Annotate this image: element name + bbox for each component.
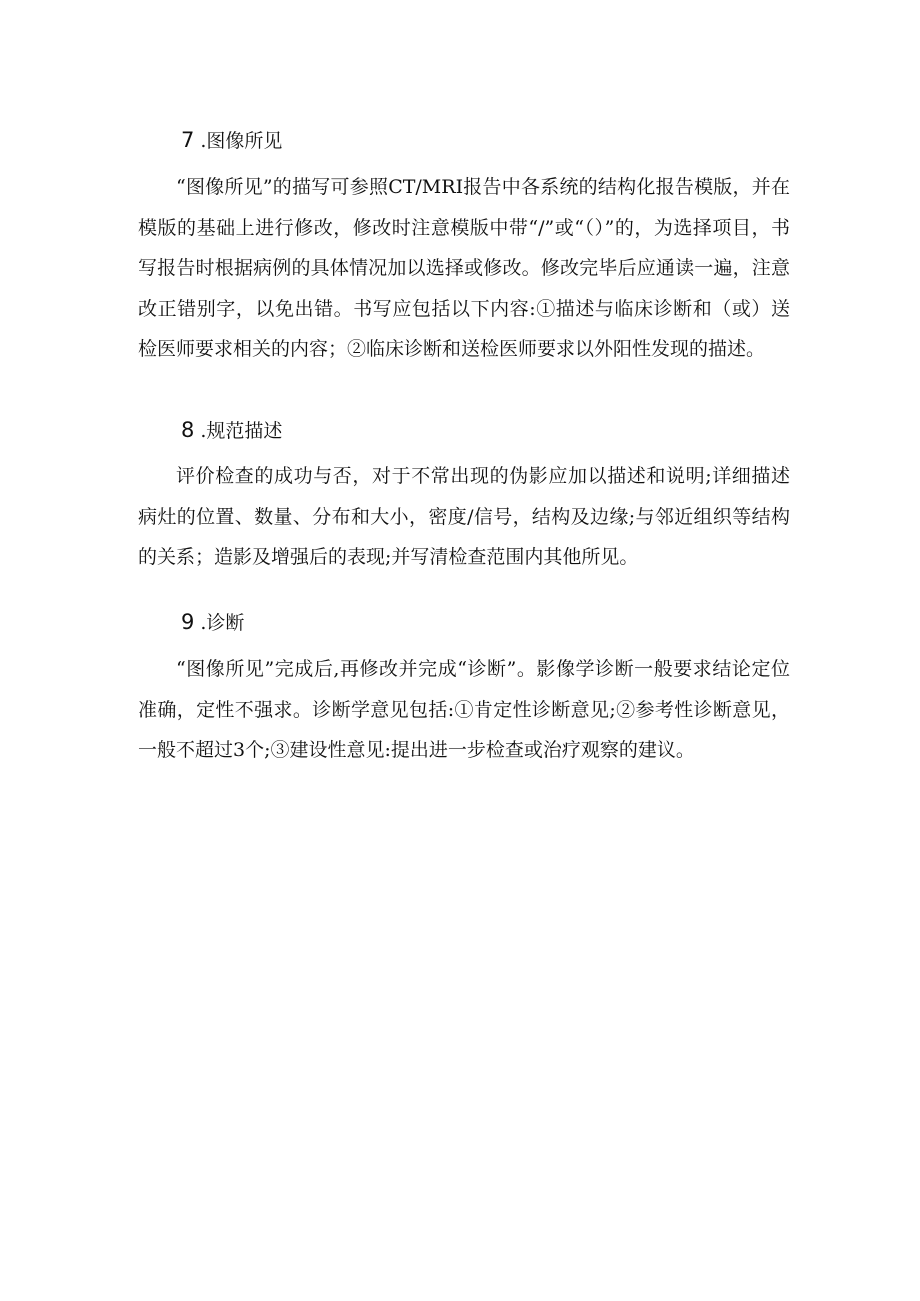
section-number: 9	[181, 610, 195, 634]
section-7-paragraph: “图像所见”的描写可参照CT/MRI报告中各系统的结构化报告模版，并在模版的基础上进行修改，修改时注意模版中带“/”或“（）”的，为选择项目，书写报告时根据病例的具体情况加以选择或修改。修改完毕后应通读一遍，注意改正错别字，以免出错。书写应包括以下内容:①描述与临床诊断和（或）送检医师要求相关的内容；②临床诊断和送检医师要求以外阳性发现的描述。	[138, 176, 790, 360]
section-title: .图像所见	[200, 130, 283, 152]
section-number: 8	[181, 418, 195, 442]
section-8-paragraph: 评价检查的成功与否，对于不常出现的伪影应加以描述和说明;详细描述病灶的位置、数量、分布和大小，密度/信号，结构及边缘;与邻近组织等结构的关系；造影及增强后的表现;并写清检查范围内其他所见。	[138, 465, 790, 568]
section-number: 7	[181, 128, 195, 152]
section-9-heading	[181, 608, 244, 637]
section-title: .规范描述	[200, 420, 283, 442]
section-8-heading	[181, 416, 282, 445]
section-7-heading	[181, 126, 282, 155]
section-9-paragraph: “图像所见”完成后,再修改并完成“诊断”。影像学诊断一般要求结论定位准确，定性不强求。诊断学意见包括:①肯定性诊断意见;②参考性诊断意见，一般不超过3个;③建设性意见:提出进一步检查或治疗观察的建议。	[138, 658, 790, 761]
section-title: .诊断	[200, 612, 245, 634]
